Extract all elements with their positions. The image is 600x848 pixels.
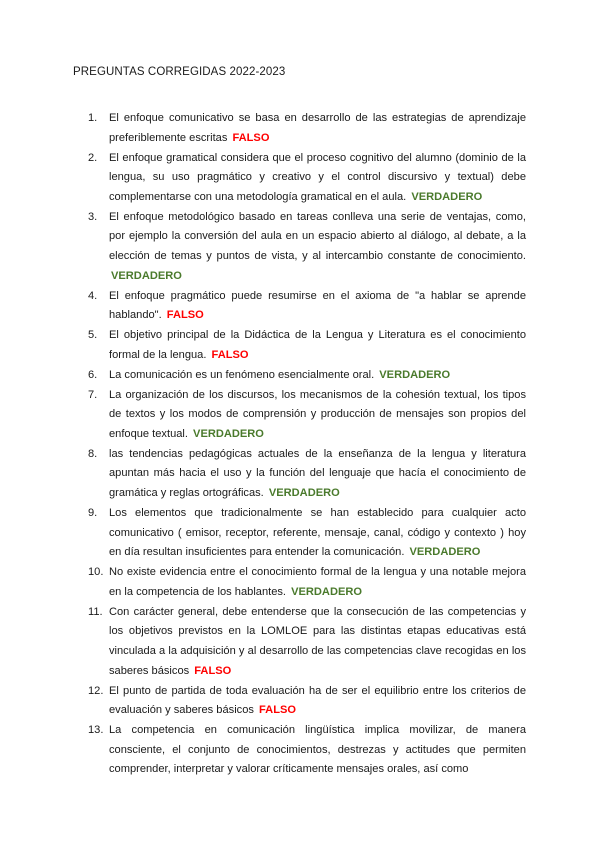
question-number: 4. <box>88 289 98 302</box>
question-number: 13. <box>88 724 104 737</box>
question-text: Los elementos que tradicionalmente se han establecido para cualquier acto comunicativo ( emisor, receptor, referente, mensaje, canal, código y contexto ) hoy en día resultan insuficientes para entender la comunicación. <box>109 507 526 559</box>
question-item <box>88 149 526 208</box>
answer-label: FALSO <box>166 309 204 322</box>
answer-label: FALSO <box>232 131 270 144</box>
question-text: La competencia en comunicación lingüística implica movilizar, de manera consciente, el conjunto de conocimientos, destrezas y actitudes que permiten comprender, interpretar y valorar críticamente mensajes orales, así como <box>109 724 526 776</box>
question-number: 5. <box>88 329 98 342</box>
question-number: 2. <box>88 151 98 164</box>
question-number: 3. <box>88 210 98 223</box>
question-number: 1. <box>88 112 98 124</box>
answer-label: VERDADERO <box>111 269 182 282</box>
answer-label: VERDADERO <box>379 368 451 381</box>
question-number: 10. <box>88 566 104 579</box>
question-item <box>88 504 526 563</box>
question-item <box>88 208 526 286</box>
answer-label: VERDADERO <box>268 487 340 500</box>
question-text: El enfoque pragmático puede resumirse en el axioma de "a hablar se aprende hablando". <box>109 289 526 322</box>
question-text: La organización de los discursos, los mecanismos de la cohesión textual, los tipos de textos y los modos de comprensión y producción de mensajes son propios del enfoque textual. <box>109 388 526 440</box>
question-number: 11. <box>88 605 103 618</box>
question-list <box>88 109 526 780</box>
question-number: 7. <box>88 388 98 401</box>
question-number: 8. <box>88 447 98 460</box>
question-text: El objetivo principal de la Didáctica de la Lengua y Literatura es el conocimiento formal de la lengua. <box>109 329 526 361</box>
question-item <box>88 563 526 602</box>
question-item <box>88 603 526 681</box>
question-text: La comunicación es un fenómeno esencialmente oral. <box>109 368 375 381</box>
answer-label: VERDADERO <box>291 585 362 598</box>
question-text: las tendencias pedagógicas actuales de la enseñanza de la lengua y literatura apuntan más hacia el uso y la función del lenguaje que hacía el conocimiento de gramática y reglas ortográficas. <box>109 447 526 500</box>
question-item <box>88 366 526 386</box>
question-item <box>88 445 526 504</box>
answer-label: VERDADERO <box>411 190 483 203</box>
question-item <box>88 109 526 148</box>
question-item <box>88 386 526 445</box>
answer-label: VERDADERO <box>409 546 481 559</box>
question-text: El punto de partida de toda evaluación ha de ser el equilibrio entre los criterios de evaluación y saberes básicos <box>109 684 526 717</box>
question-text: El enfoque metodológico basado en tareas conlleva una serie de ventajas, como, por ejemplo la conversión del aula en un espacio abierto al diálogo, al debate, a la elección de temas y puntos de vista, y al intercambio constante de conocimiento. <box>109 210 526 262</box>
answer-label: FALSO <box>194 664 232 677</box>
question-number: 6. <box>88 368 98 381</box>
question-item <box>88 326 526 365</box>
question-number: 9. <box>88 507 98 519</box>
question-text: Con carácter general, debe entenderse que la consecución de las competencias y los objetivos previstos en la LOMLOE para las distintas etapas educativas está vinculada a la adquisición y al desarrollo de las competencias clave recogidas en los saberes básicos <box>109 605 526 677</box>
question-text: El enfoque comunicativo se basa en desarrollo de las estrategias de aprendizaje preferiblemente escritas <box>109 112 526 144</box>
answer-label: FALSO <box>259 704 296 717</box>
question-text: No existe evidencia entre el conocimiento formal de la lengua y una notable mejora en la competencia de los hablantes. <box>109 566 526 598</box>
answer-label: VERDADERO <box>193 427 264 440</box>
question-text: El enfoque gramatical considera que el proceso cognitivo del alumno (dominio de la lengua, su uso pragmático y creativo y el control discursivo y textual) debe complementarse con una metodología gramatical en el aula. <box>109 151 526 203</box>
question-item <box>88 682 526 721</box>
document-title: PREGUNTAS CORREGIDAS 2022-2023 <box>73 66 286 78</box>
question-item <box>88 287 526 326</box>
question-number: 12. <box>88 684 104 697</box>
answer-label: FALSO <box>211 348 249 361</box>
question-item <box>88 721 526 780</box>
